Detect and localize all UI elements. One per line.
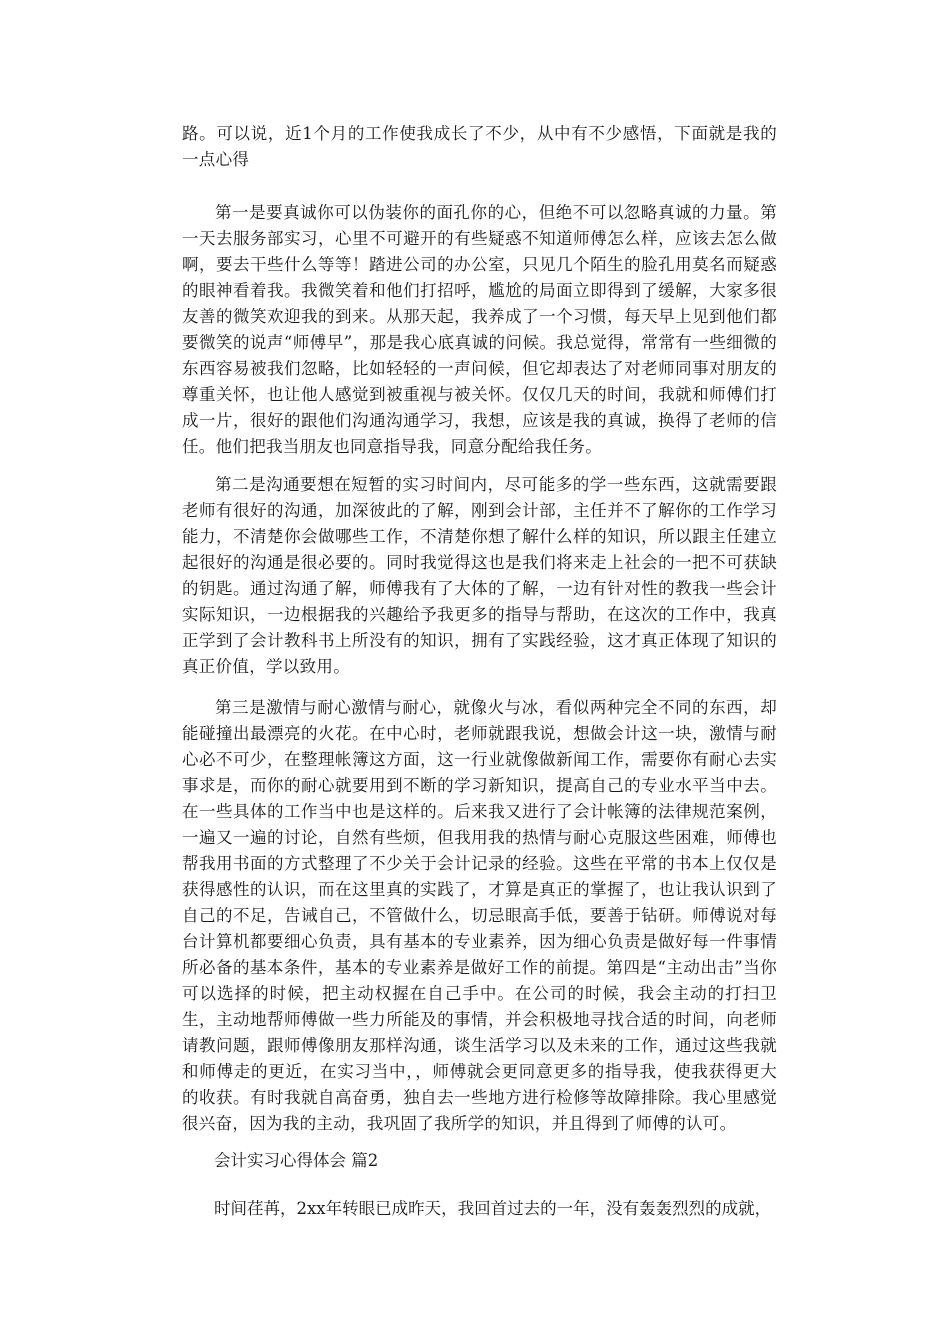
paragraph-passion-patience: 第三是激情与耐心激情与耐心，就像火与冰，看似两种完全不同的东西，却能碰撞出最漂亮的火花。在中心时，老师就跟我说，想做会计这一块，激情与耐心必不可少，在整理帐簿这方面，这一行业就像做新闻工作，需要你有耐心去实事求是，而你的耐心就要用到不断的学习新知识，提高自己的专业水平当中去。在一些具体的工作当中也是这样的。后来我又进行了会计帐簿的法律规范案例，一遍又一遍的讨论，自然有些烦，但我用我的热情与耐心克服这些困难，师傅也帮我用书面的方式整理了不少关于会计记录的经验。这些在平常的书本上仅仅是获得感性的认识，而在这里真的实践了，才算是真正的掌握了，也让我认识到了自己的不足，告诫自己，不管做什么，切忌眼高手低，要善于钻研。师傅说对每台计算机都要细心负责，具有基本的专业素养，因为细心负责是做好每一件事情所必备的基本条件，基本的专业素养是做好工作的前提。第四是“主动出击”当你可以选择的时候，把主动权握在自己手中。在公司的时候，我会主动的打扫卫生，主动地帮师傅做一些力所能及的事情，并会积极地寻找合适的时间，向老师请教问题，跟师傅像朋友那样沟通，谈生活学习以及未来的工作，通过这些我就和师傅走的更近，在实习当中，，师傅就会更同意更多的指导我，使我获得更大的收获。有时我就自高奋勇，独自去一些地方进行检修等故障排除。我心里感觉很兴奋，因为我的主动，我巩固了我所学的知识，并且得到了师傅的认可。: [182, 698, 777, 1133]
section-heading: 会计实习心得体会 篇2: [214, 1151, 379, 1170]
paragraph-intro-continuation: 路。可以说，近1个月的工作使我成长了不少，从中有不少感悟，下面就是我的一点心得: [182, 124, 777, 169]
paragraph-communication: 第二是沟通要想在短暂的实习时间内，尽可能多的学一些东西，这就需要跟老师有很好的沟通，加深彼此的了解，刚到会计部，主任并不了解你的工作学习能力，不清楚你会做哪些工作，不清楚你想了解什么样的知识，所以跟主任建立起很好的沟通是很必要的。同时我觉得这也是我们将来走上社会的一把不可获缺的钥匙。通过沟通了解，师傅我有了大体的了解，一边有针对性的教我一些会计实际知识，一边根据我的兴趣给予我更多的指导与帮助，在这次的工作中，我真正学到了会计教科书上所没有的知识，拥有了实践经验，这才真正体现了知识的真正价值，学以致用。: [182, 475, 777, 676]
paragraph-sincerity: 第一是要真诚你可以伪装你的面孔你的心，但绝不可以忽略真诚的力量。第一天去服务部实习，心里不可避开的有些疑惑不知道师傅怎么样，应该去怎么做啊，要去干些什么等等！踏进公司的办公室，只见几个陌生的脸孔用莫名而疑惑的眼神看着我。我微笑着和他们打招呼，尴尬的局面立即得到了缓解，大家多很友善的微笑欢迎我的到来。从那天起，我养成了一个习惯，每天早上见到他们都要微笑的说声“师傅早”，那是我心底真诚的问候。我总觉得，常常有一些细微的东西容易被我们忽略，比如轻轻的一声问候，但它却表达了对老师同事对朋友的尊重关怀，也让他人感觉到被重视与被关怀。仅仅几天的时间，我就和师傅们打成一片，很好的跟他们沟通沟通学习，我想，应该是我的真诚，换得了老师的信任。他们把我当朋友也同意指导我，同意分配给我任务。: [182, 203, 777, 456]
paragraph-closing: 时间荏苒，2xx年转眼已成昨天，我回首过去的一年，没有轰轰烈烈的成就，: [214, 1199, 772, 1218]
